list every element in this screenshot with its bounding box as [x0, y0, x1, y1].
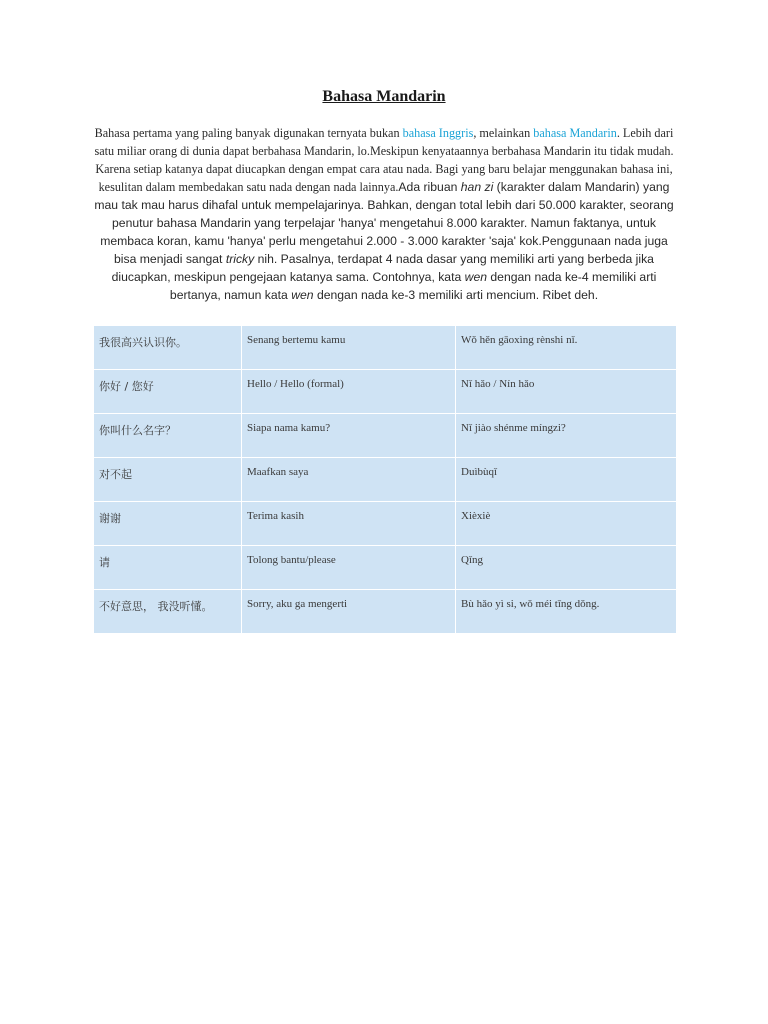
term-han-zi: han zi	[460, 180, 494, 194]
table-row	[94, 370, 677, 414]
phrase-table	[93, 325, 677, 634]
cell-hanzi: 你叫什么名字？	[94, 414, 242, 458]
cell-pinyin: Nǐ hǎo / Nín hǎo	[456, 370, 677, 414]
cell-pinyin: Duìbùqǐ	[456, 458, 677, 502]
cell-hanzi: 请	[94, 546, 242, 590]
term-wen-1: wen	[464, 270, 487, 284]
cell-hanzi: 谢谢	[94, 502, 242, 546]
cell-hanzi: 对不起	[94, 458, 242, 502]
cell-hanzi: 不好意思， 我没听懂。	[94, 590, 242, 634]
cell-indonesian: Maafkan saya	[242, 458, 456, 502]
cell-pinyin: Nǐ jiào shénme míngzi?	[456, 414, 677, 458]
cell-indonesian: Siapa nama kamu?	[242, 414, 456, 458]
cell-pinyin: Bù hǎo yì si, wǒ méi tīng dǒng.	[456, 590, 677, 634]
table-row	[94, 326, 677, 370]
intro-paragraph	[92, 124, 676, 304]
table-row	[94, 546, 677, 590]
paragraph-text: , melainkan	[473, 126, 534, 140]
link-bahasa-mandarin[interactable]: bahasa Mandarin	[533, 126, 617, 140]
paragraph-text: nih. Pasalnya, terdapat 4 nada dasar yang memiliki arti yang berbeda jika diucapkan, meskipun pengejaan katanya sama. Contohnya, kata	[111, 252, 654, 284]
paragraph-text: dengan nada ke-3 memiliki arti mencium. Ribet deh.	[313, 288, 599, 302]
paragraph-text: Bahasa pertama yang paling banyak digunakan ternyata bukan	[94, 126, 403, 140]
term-tricky: tricky	[225, 252, 255, 266]
paragraph-text: dengan nada ke-4 memiliki arti bertanya, namun kata	[169, 270, 657, 302]
cell-hanzi: 我很高兴认识你。	[94, 326, 242, 370]
document-title: Bahasa Mandarin	[322, 88, 446, 105]
link-bahasa-inggris[interactable]: bahasa Inggris	[402, 126, 474, 140]
paragraph-sans-part	[94, 180, 673, 302]
cell-indonesian: Tolong bantu/please	[242, 546, 456, 590]
paragraph-text: (karakter dalam Mandarin) yang mau tak mau harus dihafal untuk mempelajarinya. Bahkan, dengan total lebih dari 50.000 karakter, seorang penutur bahasa Mandarin yang terpelajar 'hanya' mengetahui 8.000 karakter. Namun faktanya, untuk membaca koran, kamu 'hanya' perlu mengetahui 2.000 - 3.000 karakter 'saja' kok.Penggunaan nada juga bisa menjadi sangat	[94, 180, 674, 266]
cell-hanzi: 你好 / 您好	[94, 370, 242, 414]
table-row	[94, 502, 677, 546]
table-row	[94, 590, 677, 634]
paragraph-text: Ada ribuan	[398, 180, 461, 194]
table-row	[94, 414, 677, 458]
table-row	[94, 458, 677, 502]
term-wen-2: wen	[291, 288, 314, 302]
paragraph-text: . Lebih dari satu miliar orang di dunia dapat berbahasa Mandarin, lo.Meskipun kenyataannya berbahasa Mandarin itu tidak mudah. Karena setiap katanya dapat diucapkan dengan empat cara atau nada. Bagi yang baru belajar menggunakan bahasa ini, kesulitan dalam membedakan satu nada dengan nada lainnya.	[94, 126, 674, 194]
cell-indonesian: Hello / Hello (formal)	[242, 370, 456, 414]
cell-pinyin: Xièxiè	[456, 502, 677, 546]
cell-indonesian: Sorry, aku ga mengerti	[242, 590, 456, 634]
cell-pinyin: Qǐng	[456, 546, 677, 590]
cell-indonesian: Terima kasih	[242, 502, 456, 546]
cell-pinyin: Wǒ hěn gāoxìng rènshi nǐ.	[456, 326, 677, 370]
cell-indonesian: Senang bertemu kamu	[242, 326, 456, 370]
